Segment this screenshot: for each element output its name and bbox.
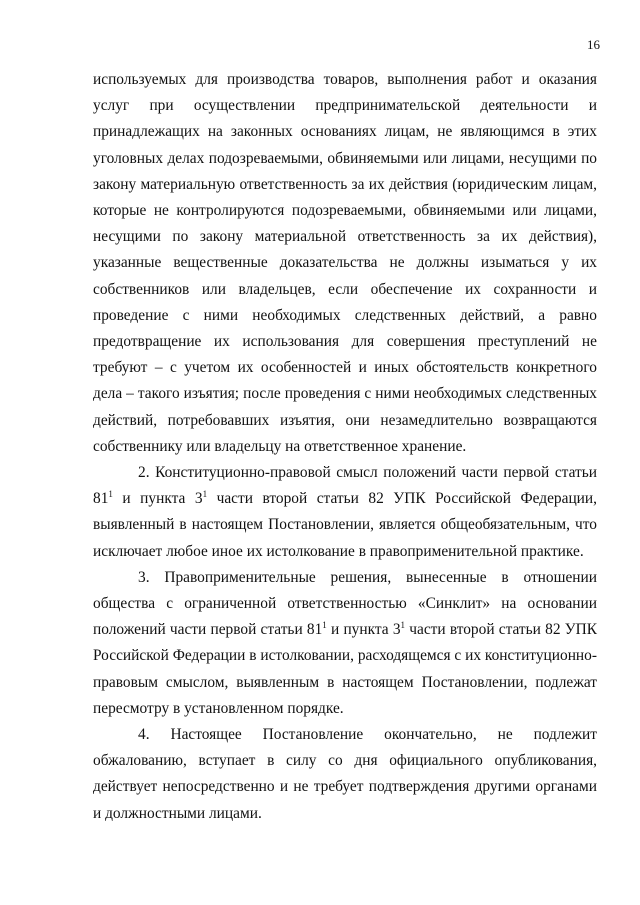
paragraph-text: 2. Конституционно-правовой смысл положений части первой статьи 81 <box>93 464 597 508</box>
paragraph-text: 3. Правоприменительные решения, вынесенные в отношении общества с ограниченной ответственностью «Синклит» на основании положений части первой статьи 81 <box>93 568 597 639</box>
paragraph-item-2 <box>93 460 597 565</box>
superscript: 1 <box>202 489 208 500</box>
paragraph-text: части второй статьи 82 УПК Российской Федерации, выявленный в настоящем Постановлении, является общеобязательным, что исключает любое иное их истолкование в правоприменительной практике. <box>93 490 598 560</box>
superscript: 1 <box>108 489 113 500</box>
superscript: 1 <box>400 620 406 631</box>
paragraph-text: и пункта 3 <box>326 621 401 639</box>
paragraph-item-3 <box>93 565 597 722</box>
superscript: 1 <box>322 620 327 631</box>
paragraph-text: части второй статьи 82 УПК Российской Федерации в истолковании, расходящемся с их конституционно-правовым смыслом, выявленным в настоящем Постановлении, подлежат пересмотру в установленном порядке. <box>93 621 597 717</box>
page-number: 16 <box>587 37 600 52</box>
document-body <box>93 67 597 827</box>
paragraph-text: используемых для производства товаров, выполнения работ и оказания услуг при осуществлении предпринимательской деятельности и принадлежащих на законных основаниях лицам, не являющимся в этих уголовных делах подозреваемыми, обвиняемыми или лицами, несущими по закону материальную ответственность за их действия (юридическим лицам, которые не контролируются подозреваемыми, обвиняемыми или лицами, несущими по закону материальной ответственность за их действия), указанные вещественные доказательства не должны изыматься у их собственников или владельцев, если обеспечение их сохранности и проведение с ними необходимых следственных действий, а равно предотвращение их использования для совершения преступлений не требуют – с учетом их особенностей и иных обстоятельств конкретного дела – такого изъятия; после проведения с ними необходимых следственных действий, потребовавших изъятия, они незамедлительно возвращаются собственнику или владельцу на ответственное хранение. <box>93 71 597 455</box>
paragraph-text: и пункта 3 <box>112 490 203 508</box>
paragraph-text: 4. Настоящее Постановление окончательно, не подлежит обжалованию, вступает в силу со дня официального опубликования, действует непосредственно и не требует подтверждения другими органами и должностными лицами. <box>93 726 597 822</box>
paragraph-continuation <box>93 67 597 460</box>
paragraph-item-4 <box>93 722 597 827</box>
